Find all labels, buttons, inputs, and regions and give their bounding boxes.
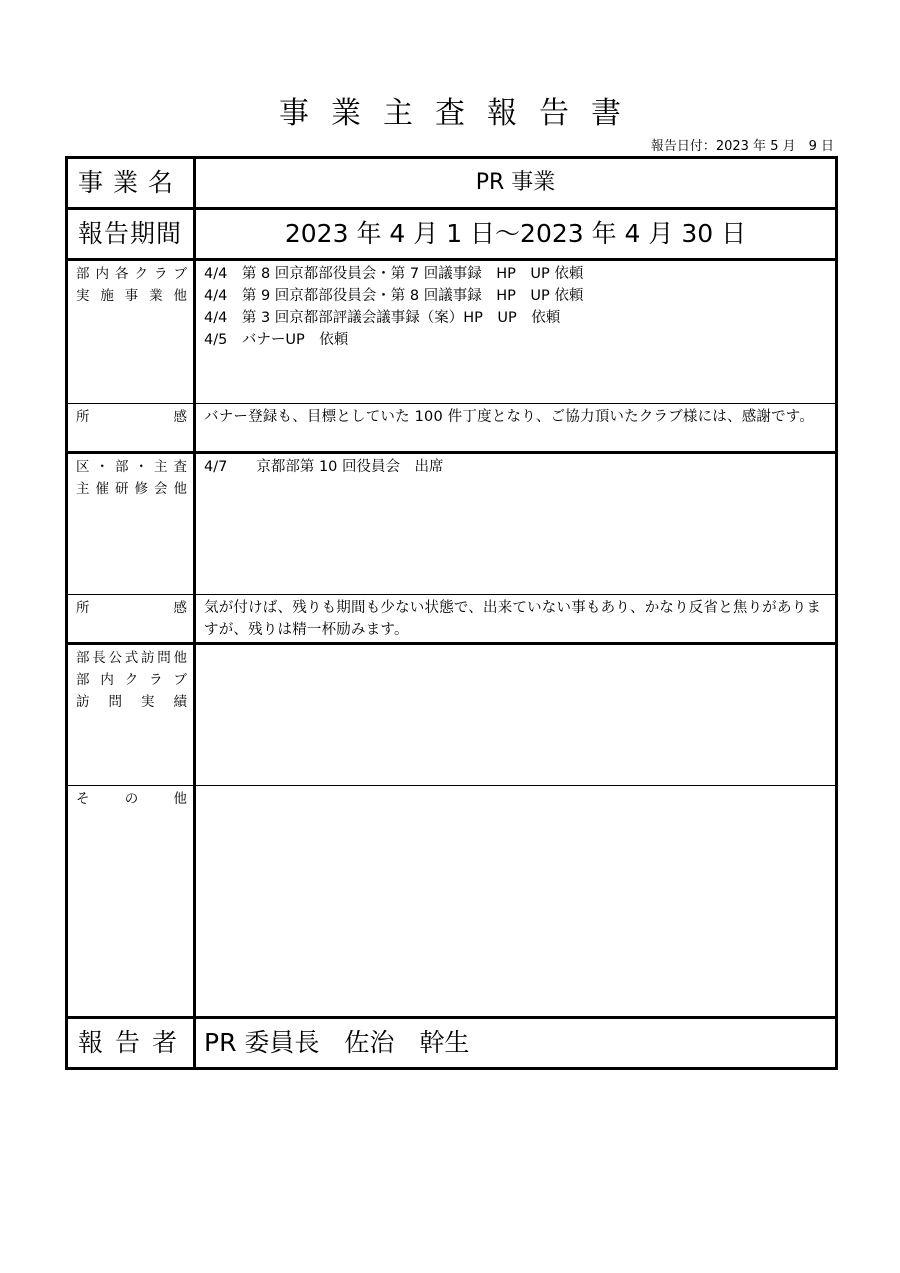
report-table [65, 156, 838, 1070]
other-list [196, 786, 835, 1016]
label-char: 所 [76, 409, 90, 425]
reporter-content-cell [195, 1018, 837, 1069]
label-char: ブ [173, 266, 187, 282]
report-period-value-cell [195, 209, 837, 260]
label-char: 式 [124, 650, 139, 666]
row-other [67, 786, 837, 1018]
club-activities-label-cell [67, 260, 195, 404]
label-char: 感 [173, 600, 187, 616]
label-line [76, 406, 187, 428]
label-line [76, 597, 187, 619]
reporter-label-cell [67, 1018, 195, 1069]
label-char: 部 [76, 266, 90, 282]
label-char: そ [76, 791, 90, 807]
label-char: 催 [95, 481, 109, 497]
impression-2-text: 気が付けば、残りも期間も少ない状態で、出来ていない事もあり、かなり反省と焦りがありますが、残りは精一杯励みます。 [204, 600, 822, 638]
district-seminars-label-cell [67, 453, 195, 595]
list-item: 4/5 バナーUP 依頼 [204, 332, 349, 348]
label-char: 施 [100, 288, 114, 304]
label-char: ・ [134, 459, 148, 475]
report-date: 報告日付：2023 年 5 月 9 日 [650, 139, 834, 154]
official-visits-label [68, 645, 193, 785]
label-char: 主 [154, 459, 168, 475]
document-title: 事業主査報告書 [279, 96, 643, 131]
label-char: 内 [95, 266, 109, 282]
row-official-visits [67, 644, 837, 786]
report-period-value: 2023 年 4 月 1 日～2023 年 4 月 30 日 [284, 219, 747, 248]
official-visits-content-cell [195, 644, 837, 786]
report-period-label-cell [67, 209, 195, 260]
club-activities-list [196, 261, 835, 403]
label-char: 他 [173, 288, 187, 304]
row-club-activities [67, 260, 837, 404]
label-line [76, 456, 187, 478]
label-char: 訪 [76, 694, 90, 710]
row-impression-2 [67, 595, 837, 644]
label-char: ク [124, 672, 139, 688]
row-district-seminars [67, 453, 837, 595]
label-char: 他 [173, 481, 187, 497]
label-char: の [124, 791, 139, 807]
reporter-label: 報告者 [78, 1028, 190, 1057]
official-visits-list [196, 645, 835, 785]
label-char: 績 [173, 694, 187, 710]
impression-2-label [68, 595, 193, 642]
reporter-name: PR 委員長 佐治 幹生 [204, 1028, 470, 1057]
impression-1-text: バナー登録も、目標としていた 100 件丁度となり、ご協力頂いたクラブ様には、感謝です。 [204, 409, 815, 425]
district-seminars-label [68, 454, 193, 594]
label-char: ・ [95, 459, 109, 475]
label-char: 所 [76, 600, 90, 616]
label-char: 業 [149, 288, 163, 304]
impression-1-label-cell [67, 404, 195, 453]
list-item: 4/4 第 8 回京都部役員会・第 7 回議事録 HP UP 依頼 [204, 266, 584, 282]
other-label-cell [67, 786, 195, 1018]
label-char: ラ [154, 266, 168, 282]
label-char: 事 [124, 288, 139, 304]
row-impression-1 [67, 404, 837, 453]
label-char: ラ [149, 672, 163, 688]
label-line [76, 669, 187, 691]
label-char: 部 [76, 650, 90, 666]
club-activities-content-cell [195, 260, 837, 404]
label-char: 長 [92, 650, 106, 666]
label-char: 部 [76, 672, 90, 688]
label-char: 訪 [141, 650, 155, 666]
report-period-label: 報告期間 [78, 219, 183, 248]
impression-2-content-cell [195, 595, 837, 644]
list-item: 4/7 京都部第 10 回役員会 出席 [204, 459, 444, 475]
label-char: 修 [134, 481, 148, 497]
label-char: 会 [154, 481, 168, 497]
row-report-period [67, 209, 837, 260]
label-char: 問 [157, 650, 171, 666]
club-activities-label [68, 261, 193, 403]
label-char: ブ [173, 672, 187, 688]
label-char: 区 [76, 459, 90, 475]
other-label [68, 786, 193, 1016]
label-char: 研 [115, 481, 129, 497]
impression-1-label [68, 404, 193, 451]
business-name-label-cell [67, 158, 195, 209]
impression-2-label-cell [67, 595, 195, 644]
label-char: 内 [100, 672, 114, 688]
label-char: 他 [173, 650, 187, 666]
label-char: 査 [173, 459, 187, 475]
label-char: 部 [115, 459, 129, 475]
row-reporter [67, 1018, 837, 1069]
label-line [76, 691, 187, 713]
row-business-name [67, 158, 837, 209]
label-char: 実 [141, 694, 155, 710]
label-char: 他 [173, 791, 187, 807]
label-char: 感 [173, 409, 187, 425]
official-visits-label-cell [67, 644, 195, 786]
list-item: 4/4 第 3 回京都部評議会議事録（案）HP UP 依頼 [204, 310, 561, 326]
label-char: 問 [108, 694, 122, 710]
other-content-cell [195, 786, 837, 1018]
list-item: 4/4 第 9 回京都部役員会・第 8 回議事録 HP UP 依頼 [204, 288, 584, 304]
label-char: 公 [108, 650, 122, 666]
district-seminars-list [196, 454, 835, 594]
label-char: 実 [76, 288, 90, 304]
business-name-value: PR 事業 [475, 170, 556, 195]
label-line [76, 478, 187, 500]
label-line [76, 263, 187, 285]
business-name-label: 事業名 [78, 168, 184, 197]
label-char: 主 [76, 481, 90, 497]
label-line [76, 788, 187, 810]
business-name-value-cell [195, 158, 837, 209]
label-char: ク [134, 266, 148, 282]
district-seminars-content-cell [195, 453, 837, 595]
impression-1-content-cell [195, 404, 837, 453]
label-char: 各 [115, 266, 129, 282]
label-line [76, 285, 187, 307]
label-line [76, 647, 187, 669]
